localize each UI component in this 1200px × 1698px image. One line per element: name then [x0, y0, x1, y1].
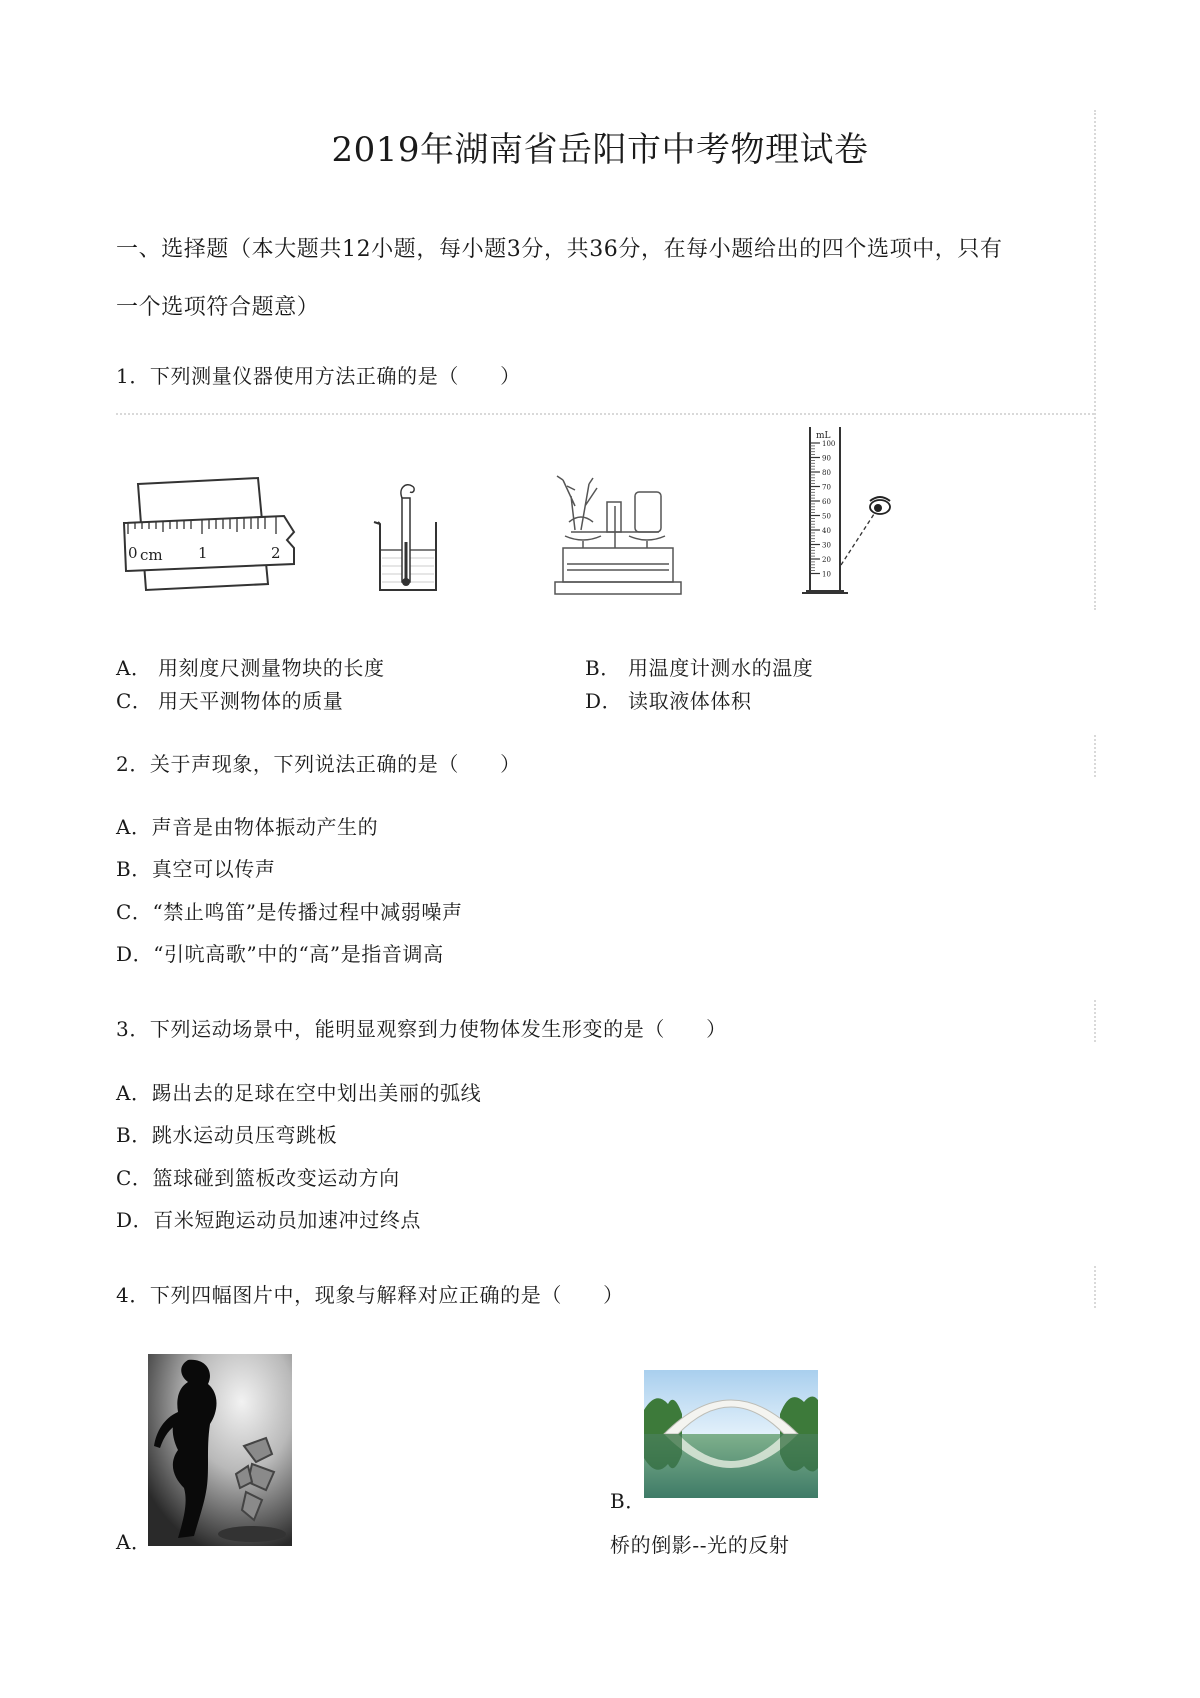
q1-option-c-letter: C． — [116, 689, 153, 713]
q3-option-c: C．篮球碰到篮板改变运动方向 — [116, 1166, 400, 1190]
q2-option-b: B．真空可以传声 — [116, 857, 276, 881]
margin-guide — [1094, 735, 1096, 777]
cylinder-tick-label: 100 — [822, 440, 836, 448]
cylinder-tick-label: 90 — [822, 454, 831, 463]
q1-option-d-text: 读取液体体积 — [628, 689, 752, 713]
cylinder-unit-label: mL — [816, 431, 831, 441]
ruler-zero-label: 0 — [128, 544, 138, 562]
q1-option-b-text: 用温度计测水的温度 — [628, 656, 814, 680]
shadow-art-photo — [148, 1354, 292, 1546]
question-4-stem: 4．下列四幅图片中，现象与解释对应正确的是（ ） — [116, 1283, 624, 1307]
q2-option-a: A．声音是由物体振动产生的 — [116, 815, 379, 839]
page-title: 2019年湖南省岳阳市中考物理试卷 — [331, 130, 869, 170]
section-heading-line2: 一个选项符合题意） — [116, 295, 320, 320]
bridge-reflection-photo — [644, 1370, 818, 1498]
section-heading-line1: 一、选择题（本大题共12小题，每小题3分，共36分，在每小题给出的四个选项中，只有 — [116, 237, 1003, 262]
cylinder-tick-label: 70 — [822, 483, 831, 492]
margin-guide — [1094, 1266, 1096, 1308]
cylinder-tick-label: 10 — [822, 570, 831, 579]
cylinder-tick-label: 50 — [822, 512, 831, 521]
q1-option-a-letter: A． — [116, 656, 152, 680]
question-2-stem: 2．关于声现象，下列说法正确的是（ ） — [116, 752, 521, 776]
cylinder-scale — [810, 440, 835, 579]
q4-option-a-letter: A． — [116, 1530, 152, 1554]
q3-option-b: B．跳水运动员压弯跳板 — [116, 1123, 338, 1147]
cylinder-tick-label: 40 — [822, 527, 831, 535]
ruler-one-label: 1 — [198, 544, 208, 562]
q1-option-a-text: 用刻度尺测量物块的长度 — [158, 656, 385, 680]
q2-option-d: D．“引吭高歌”中的“高”是指音调高 — [116, 942, 444, 966]
q3-option-a: A．踢出去的足球在空中划出美丽的弧线 — [116, 1081, 482, 1105]
cylinder-tick-label: 60 — [822, 498, 831, 506]
dotted-divider — [116, 413, 1094, 415]
q1-option-d-letter: D． — [585, 689, 623, 713]
ruler-two-label: 2 — [271, 544, 281, 562]
measuring-cylinder-figure — [800, 425, 900, 600]
q2-option-c: C．“禁止鸣笛”是传播过程中减弱噪声 — [116, 900, 463, 924]
thermometer-beaker-figure — [368, 482, 448, 597]
cylinder-tick-label: 80 — [822, 469, 831, 477]
q4-option-b-caption: 桥的倒影--光的反射 — [610, 1533, 790, 1557]
balance-scale-figure — [545, 466, 685, 598]
q3-option-d: D．百米短跑运动员加速冲过终点 — [116, 1208, 422, 1232]
cylinder-tick-label: 20 — [822, 556, 831, 564]
ruler-unit-label: cm — [140, 546, 163, 564]
cylinder-tick-label: 30 — [822, 541, 831, 550]
q1-option-c-text: 用天平测物体的质量 — [158, 689, 344, 713]
ruler-figure — [118, 478, 308, 593]
question-3-stem: 3．下列运动场景中，能明显观察到力使物体发生形变的是（ ） — [116, 1017, 727, 1041]
q1-option-b-letter: B． — [585, 656, 621, 680]
margin-guide — [1094, 1000, 1096, 1042]
margin-guide — [1094, 110, 1096, 610]
question-1-stem: 1．下列测量仪器使用方法正确的是（ ） — [116, 364, 521, 388]
q4-option-b-letter: B． — [610, 1489, 646, 1513]
eye-icon — [870, 497, 890, 514]
